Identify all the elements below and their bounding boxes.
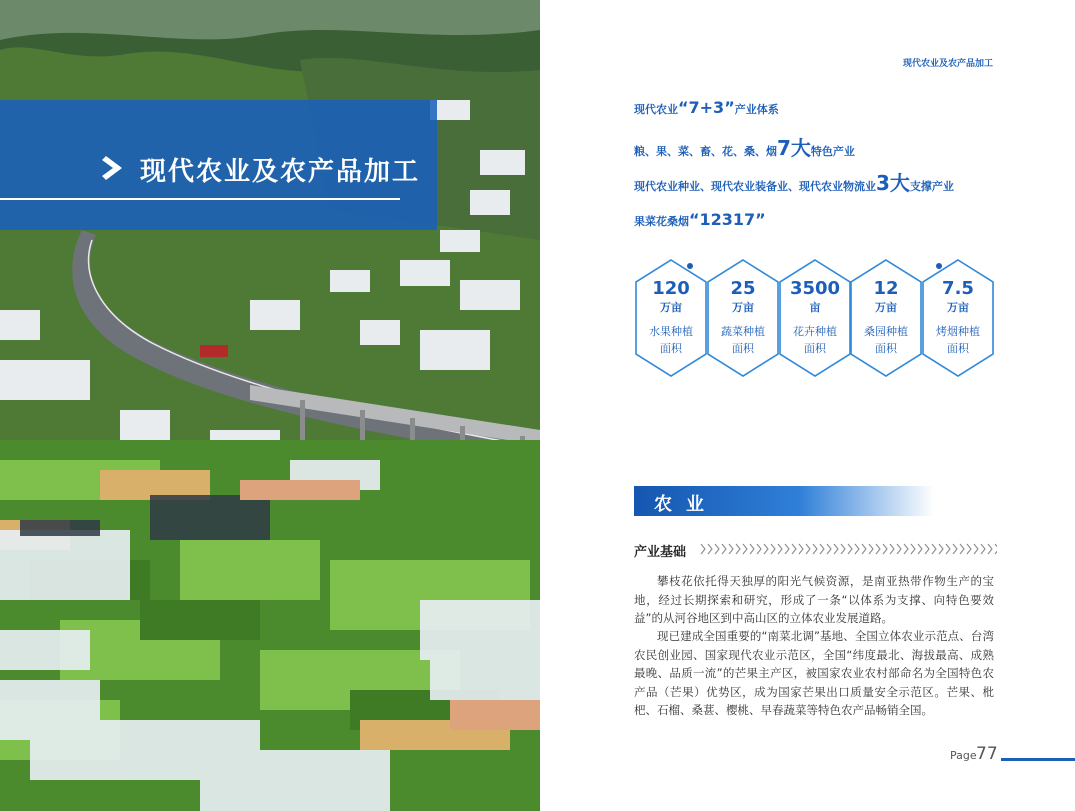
feature-highlight: 7大 <box>777 136 811 160</box>
hexagon-outline <box>778 258 852 378</box>
stat-hexagon <box>634 258 708 378</box>
stat-hexagon <box>706 258 780 378</box>
stats-row <box>630 258 1000 378</box>
feature-text: 现代农业种业、现代农业装备业、现代农业物流业 <box>634 180 876 193</box>
feature-text: 粮、果、菜、畜、花、桑、烟 <box>634 145 777 158</box>
banner-divider <box>0 198 400 200</box>
page-accent-bar <box>1001 758 1075 761</box>
chevron-pattern-divider <box>700 541 997 557</box>
hexagon-outline <box>706 258 780 378</box>
feature-highlight: 3大 <box>876 171 910 195</box>
body-paragraph: 现已建成全国重要的“南菜北调”基地、全国立体农业示范点、台湾农民创业园、国家现代农业示范区，全国“纬度最北、海拔最高、成熟最晚、品质一流”的芒果主产区，被国家农业农村部命名为全国特色农产品（芒果）优势区，成为国家芒果出口质量安全示范区。芒果、枇杷、石榴、桑葚、樱桃、早春蔬菜等特色农产品畅销全国。 <box>634 629 994 717</box>
feature-text: 产业体系 <box>734 103 779 116</box>
stat-label: 蔬菜种植面积 <box>721 325 765 355</box>
stat-unit: 万亩 <box>732 301 754 314</box>
running-head: 现代农业及农产品加工 <box>902 59 993 69</box>
stat-value: 25 <box>730 278 756 299</box>
stat-value: 12 <box>873 278 899 299</box>
hexagon-outline <box>921 258 995 378</box>
stat-value: 3500 <box>789 278 841 299</box>
stat-label: 花卉种植面积 <box>793 325 837 355</box>
feature-highlight: “7+3” <box>678 98 735 117</box>
stat-unit: 亩 <box>809 301 821 314</box>
page-label: Page <box>950 749 977 762</box>
feature-line-1 <box>634 98 779 117</box>
stat-unit: 万亩 <box>947 301 969 314</box>
feature-text: 果菜花桑烟 <box>634 215 689 228</box>
stat-label: 桑园种植面积 <box>864 325 908 355</box>
stat-hexagon <box>849 258 923 378</box>
body-paragraph: 攀枝花依托得天独厚的阳光气候资源，是南亚热带作物生产的宝地，经过长期探索和研究，形成了一条“以体系为支撑、向特色要效益”的从河谷地区到中高山区的立体农业发展道路。 <box>634 574 994 625</box>
feature-text: 现代农业 <box>634 103 678 116</box>
feature-line-4 <box>634 210 766 229</box>
chapter-title: 现代农业及农产品加工 <box>140 157 421 187</box>
chevron-right-icon <box>100 153 130 183</box>
chapter-banner <box>0 100 437 230</box>
feature-highlight: “12317” <box>689 210 766 229</box>
stat-value: 120 <box>652 278 690 299</box>
feature-text: 特色产业 <box>810 145 855 158</box>
hexagon-outline <box>634 258 708 378</box>
stat-hexagon <box>921 258 995 378</box>
stat-label: 烤烟种植面积 <box>936 325 980 355</box>
subheading: 产业基础 <box>634 545 687 560</box>
section-title: 农业 <box>654 494 718 515</box>
feature-line-3 <box>634 167 954 196</box>
stat-unit: 万亩 <box>875 301 897 314</box>
section-header-bar <box>634 486 934 516</box>
feature-text: 支撑产业 <box>909 180 954 193</box>
hexagon-outline <box>849 258 923 378</box>
stat-unit: 万亩 <box>660 301 682 314</box>
stat-value: 7.5 <box>942 278 974 299</box>
stat-label: 水果种植面积 <box>649 325 693 355</box>
page-number: 77 <box>976 744 998 764</box>
feature-line-2 <box>634 132 855 161</box>
stat-hexagon <box>778 258 852 378</box>
